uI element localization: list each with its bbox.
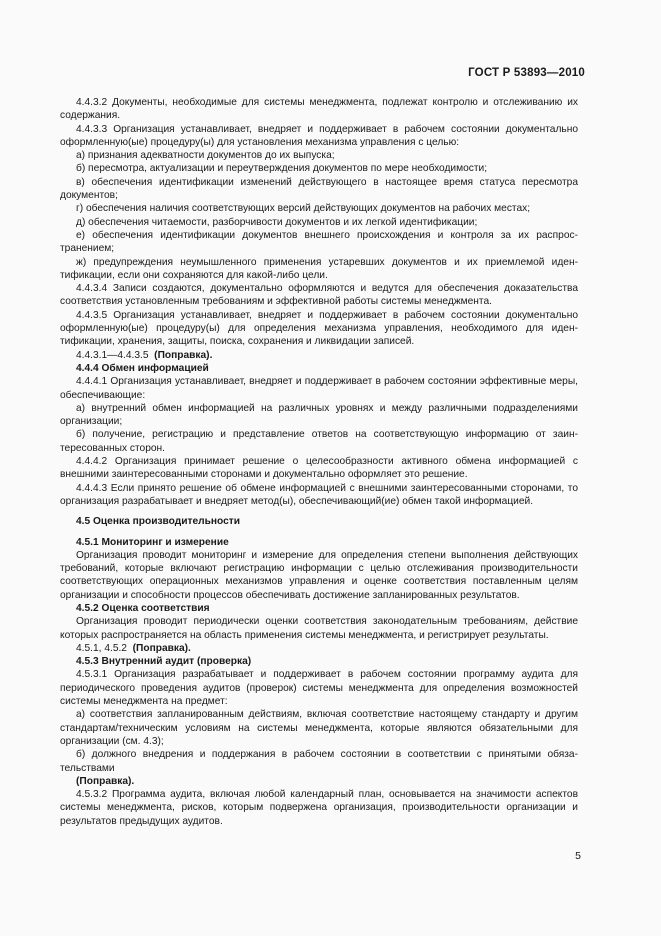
- list-item: б) должного внедрения и поддержания в рабочем состоянии в соответствии с принятыми обязательствами: [60, 749, 578, 774]
- amendment-note: [60, 349, 578, 362]
- paragraph: 4.4.3.3 Организация устанавливает, внедряет и поддерживает в рабочем состоянии документально оформленную(ые) процедуру(ы) для установления механизма управления с целью:: [60, 123, 578, 148]
- amendment-ref: 4.5.1, 4.5.2: [76, 642, 127, 654]
- list-item: а) признания адекватности документов до их выпуска;: [76, 150, 335, 162]
- paragraph: 4.5.3.2 Программа аудита, включая любой календарный план, основывается на значимости аспектов системы менеджмента, рисков, которым подвержена организация, производительности организации и результатов предыдущих аудитов.: [60, 789, 578, 827]
- paragraph: 4.4.4.1 Организация устанавливает, внедряет и поддерживает в рабочем состоянии эффективные меры, обеспечивающие:: [60, 376, 578, 401]
- amendment-label: (Поправка).: [154, 349, 213, 361]
- section-heading: 4.5.1 Мониторинг и измерение: [76, 536, 229, 548]
- amendment-label: (Поправка).: [76, 775, 135, 787]
- list-item: е) обеспечения идентификации документов внешнего происхождения и контроля за их распространением;: [60, 229, 578, 255]
- amendment-label: (Поправка).: [132, 642, 191, 654]
- section-heading: 4.4.4 Обмен информацией: [76, 362, 209, 374]
- list-item: б) пересмотра, актуализации и переутверждения документов по мере необходимости;: [76, 163, 488, 175]
- amendment-note: [60, 642, 578, 655]
- paragraph: 4.5.3.1 Организация разрабатывает и поддерживает в рабочем состоянии программу аудита для периодического проведения аудитов (проверок) системы менеджмента для определения возможностей системы менеджмента на предмет:: [60, 669, 578, 708]
- section-heading: 4.5 Оценка производительности: [76, 516, 241, 528]
- list-item: ж) предупреждения неумышленного применения устаревших документов и их приемлемой идентификации, если они сохраняются для какой-либо цели.: [60, 256, 578, 281]
- document-body: [60, 96, 578, 828]
- list-item: д) обеспечения читаемости, разборчивости документов и их легкой идентификации;: [76, 216, 478, 228]
- paragraph: Организация проводит периодически оценки соответствия законодательным требованиям, действие которых распространяется на область применения системы менеджмента, и регистрирует результаты.: [60, 616, 578, 641]
- amendment-ref: 4.4.3.1—4.4.3.5: [76, 349, 149, 361]
- list-item: г) обеспечения наличия соответствующих версий действующих документов на рабочих местах;: [76, 203, 531, 215]
- paragraph: 4.4.3.2 Документы, необходимые для системы менеджмента, подлежат контролю и отслеживанию их содержания.: [60, 97, 578, 122]
- document-id: ГОСТ Р 53893—2010: [468, 67, 585, 79]
- list-item: в) обеспечения идентификации изменений действующего в настоящее время статуса пересмотра документов;: [60, 176, 578, 202]
- paragraph: 4.4.3.4 Записи создаются, документально оформляются и ведутся для обеспечения доказательства соответствия установленным требованиям и эффективной работы системы менеджмента.: [60, 283, 578, 308]
- paragraph: 4.4.3.5 Организация устанавливает, внедряет и поддерживает в рабочем состоянии документально оформленную(ые) процедуру(ы) для определения механизма управления, необходимого для идентификации, хранения, защиты, поиска, сохранения и ликвидации записей.: [60, 309, 578, 348]
- section-heading: 4.5.2 Оценка соответствия: [76, 602, 210, 614]
- list-item: а) соответствия запланированным действиям, включая соответствие настоящему стандарту и другим стандартам/техническим условиям на системы менеджмента, которые являются обязательными для организации (см. 4.3);: [60, 709, 578, 747]
- list-item: а) внутренний обмен информацией на различных уровнях и между различными подразделениями организации;: [60, 402, 578, 428]
- section-heading: 4.5.3 Внутренний аудит (проверка): [76, 656, 252, 668]
- paragraph: Организация проводит мониторинг и измерение для определения степени выполнения действующих требований, которые включают регистрацию информации с целью отслеживания производительности соответствующих операционных механизмов управления и оценке соответствия поставленным целям организации и способности процессов обеспечивать достижение запланированных результатов.: [60, 549, 578, 601]
- paragraph: 4.4.4.2 Организация принимает решение о целесообразности активного обмена информацией с внешними заинтересованными сторонами и документально оформляет это решение.: [60, 456, 578, 481]
- paragraph: 4.4.4.3 Если принято решение об обмене информацией с внешними заинтересованными сторонами, то организация разрабатывает и внедряет метод(ы), обеспечивающий(ие) обмен такой информацией.: [60, 482, 578, 507]
- list-item: б) получение, регистрацию и представление ответов на соответствующую информацию от заинтересованных сторон.: [60, 429, 578, 454]
- page-number: 5: [575, 850, 581, 862]
